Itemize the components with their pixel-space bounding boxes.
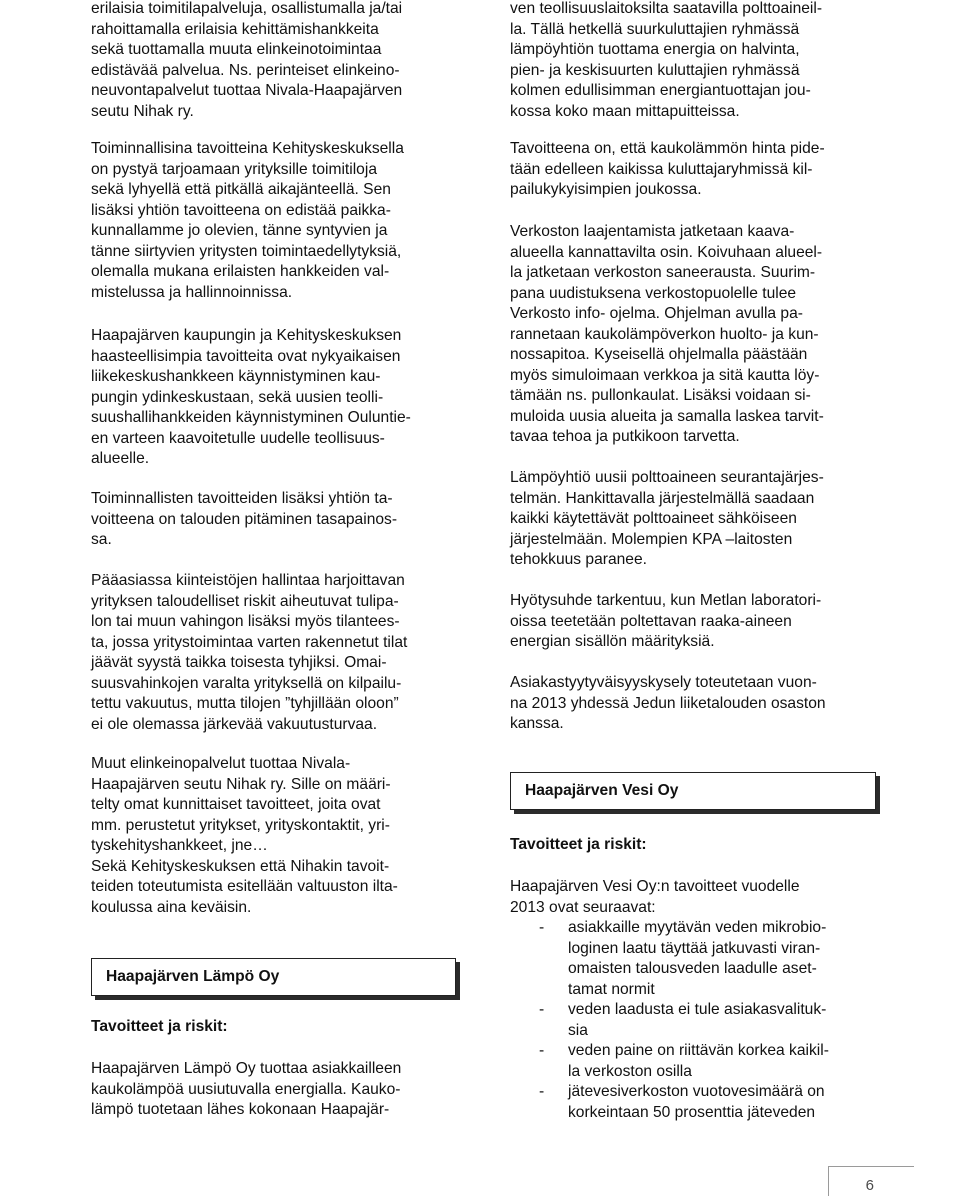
- paragraph-5-left: Pääasiassa kiinteistöjen hallintaa harjoittavan yrityksen taloudelliset riskit aiheutuvat tulipa- lon tai muun vahingon lisäksi myös tilantees- ta, jossa yritystoimintaa varten rakennetut tilat jäävät syystä taikka toisesta tyhjiksi. Omai- suusvahinkojen varalta yrityksellä on kilpailu- tettu vakuutus, mutta tilojen ”tyhjillään oloon” ei ole olemassa järkevää vakuutusturvaa.: [91, 572, 408, 733]
- paragraph-7-right: Haapajärven Vesi Oy:n tavoitteet vuodelle 2013 ovat seuraavat:: [510, 878, 800, 916]
- list-item: [510, 918, 876, 1000]
- list-item-text: veden laadusta ei tule asiakasvalituk- sia: [568, 1001, 827, 1039]
- paragraph-3-right: Verkoston laajentamista jatketaan kaava- alueella kannattavilta osin. Koivuhaan alueel- la jatketaan verkoston saneerausta. Suurim- pana uudistuksena verkostopuolelle tulee Verkosto info- ojelma. Ohjelman avulla pa- rannetaan kaukolämpöverkon huolto- ja kun- nossapitoa. Kyseisellä ohjelmalla päästään myös simuloimaan verkkoa ja sitä kautta löy- tämään ns. pullonkaulat. Lisäksi voidaan si- muloida uusia alueita ja samalla laskea tarvit- tavaa tehoa ja putkikoon tarvetta.: [510, 223, 824, 445]
- list-item-text: veden paine on riittävän korkea kaikil- la verkoston osilla: [568, 1042, 829, 1080]
- list-dash: -: [539, 1001, 545, 1018]
- paragraph-6-right: Asiakastyytyväisyyskysely toteutetaan vuon- na 2013 yhdessä Jedun liiketalouden osaston kanssa.: [510, 674, 826, 732]
- subheading-lampo: Tavoitteet ja riskit:: [91, 1018, 228, 1035]
- paragraph-2-left: Toiminnallisina tavoitteina Kehityskeskuksella on pystyä tarjoamaan yrityksille toimitiloja sekä lyhyellä että pitkällä aikajänteellä. Sen lisäksi yhtiön tavoitteena on edistää paikka- kunnallamme jo olevien, tänne syntyvien ja tänne siirtyvien yritysten toimintaedellytyksiä, olemalla mukana erilaisten hankkeiden val- mistelussa ja hallinnoinnissa.: [91, 140, 404, 301]
- list-dash: -: [539, 919, 545, 936]
- section-heading-lampo: Haapajärven Lämpö Oy: [91, 958, 456, 996]
- page-number: 6: [865, 1177, 874, 1194]
- list-item: [510, 1000, 876, 1041]
- paragraph-1-right: ven teollisuuslaitoksilta saatavilla polttoaineil- la. Tällä hetkellä suurkuluttajien ryhmässä lämpöyhtiön tuottama energia on halvinta, pien- ja keskisuurten kuluttajien ryhmässä kolmen edullisimman energiantuottajan jou- kossa koko maan mittapuitteissa.: [510, 0, 823, 120]
- goals-list: [510, 918, 876, 1123]
- paragraph-2-right: Tavoitteena on, että kaukolämmön hinta pide- tään edelleen kaikissa kuluttajaryhmissä kil- pailukykyisimpien joukossa.: [510, 140, 825, 198]
- list-dash: -: [539, 1083, 545, 1100]
- paragraph-4-right: Lämpöyhtiö uusii polttoaineen seurantajärjes- telmän. Hankittavalla järjestelmällä saadaan kaikki käytettävät polttoaineet sähköiseen järjestelmään. Molempien KPA –laitosten tehokkuus paranee.: [510, 469, 824, 568]
- paragraph-4-left: Toiminnallisten tavoitteiden lisäksi yhtiön ta- voitteena on talouden pitäminen tasapainos- sa.: [91, 490, 398, 548]
- list-item-text: jätevesiverkoston vuotovesimäärä on korkeintaan 50 prosenttia jäteveden: [568, 1083, 825, 1121]
- list-item: [510, 1041, 876, 1082]
- paragraph-7-left: Haapajärven Lämpö Oy tuottaa asiakkailleen kaukolämpöä uusiutuvalla energialla. Kauko- lämpö tuotetaan lähes kokonaan Haapajär-: [91, 1060, 402, 1118]
- page-number-box: [828, 1166, 914, 1196]
- paragraph-6-left: Muut elinkeinopalvelut tuottaa Nivala- Haapajärven seutu Nihak ry. Sille on määri- telty omat kunnittaiset tavoitteet, joita ovat mm. perustetut yritykset, yrityskontaktit, yri- tyskehityshankkeet, jne… Sekä Kehityskeskuksen että Nihakin tavoit- teiden toteutumista esitellään valtuuston ilta- koulussa aina keväisin.: [91, 755, 398, 916]
- paragraph-1-left: erilaisia toimitilapalveluja, osallistumalla ja/tai rahoittamalla erilaisia kehittämishankkeita sekä tuottamalla muuta elinkeinotoimintaa edistävää palvelua. Ns. perinteiset elinkeino- neuvontapalvelut tuottaa Nivala-Haapajärven seutu Nihak ry.: [91, 0, 403, 120]
- paragraph-3-left: Haapajärven kaupungin ja Kehityskeskuksen haasteellisimpia tavoitteita ovat nykyaikaisen liikekeskushankkeen käynnistyminen kau- pungin ydinkeskustaan, sekä uusien teolli- suushallihankkeiden käynnistyminen Ouluntie- en varteen kaavoitetulle uudelle teollisuus- alueelle.: [91, 327, 411, 467]
- list-item: [510, 1082, 876, 1123]
- subheading-vesi: Tavoitteet ja riskit:: [510, 836, 647, 853]
- section-heading-vesi: Haapajärven Vesi Oy: [510, 772, 876, 810]
- list-item-text: asiakkaille myytävän veden mikrobio- loginen laatu täyttää jatkuvasti viran- omaisten talousveden laadulle aset- tamat normit: [568, 919, 827, 998]
- paragraph-5-right: Hyötysuhde tarkentuu, kun Metlan laboratori- oissa teetetään poltettavan raaka-aineen energian sisällön määrityksiä.: [510, 592, 822, 650]
- list-dash: -: [539, 1042, 545, 1059]
